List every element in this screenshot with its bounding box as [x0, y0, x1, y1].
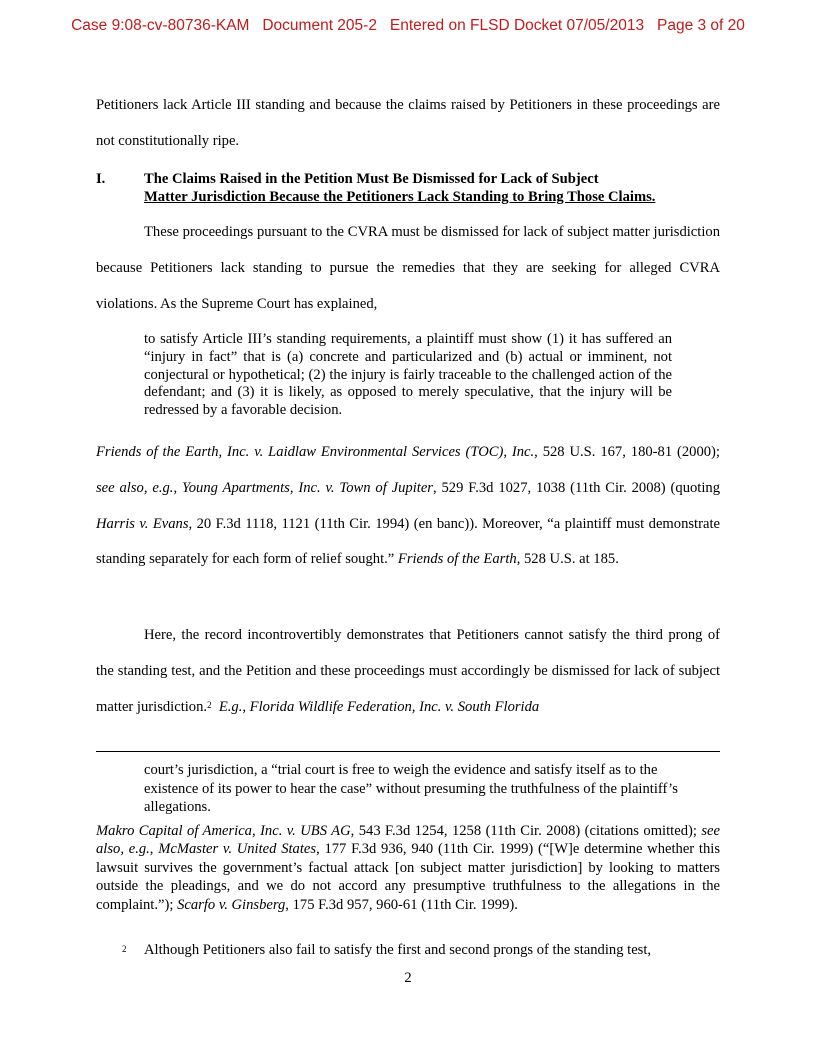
signal-text: see also, e.g.: [96, 479, 174, 496]
docket-header-stamp: Case 9:08-cv-80736-KAM Document 205-2 Entered on FLSD Docket 07/05/2013 Page 3 of 20: [71, 17, 745, 34]
footnote-reference: 2: [207, 699, 212, 710]
punctuation: ,: [173, 479, 182, 496]
case-name: Harris v. Evans: [96, 515, 189, 532]
intro-paragraph: Petitioners lack Article III standing and because the claims raised by Petitioners in these proceedings are not constitutionally ripe.: [96, 97, 720, 149]
citation-text: , 528 U.S. at 185.: [516, 551, 619, 568]
citation-text: , 175 F.3d 957, 960-61 (11th Cir. 1999).: [285, 896, 518, 913]
section-title-line1: The Claims Raised in the Petition Must Be Dismissed for Lack of Subject: [144, 171, 599, 187]
punctuation: ,: [149, 841, 159, 858]
here-paragraph: [96, 618, 720, 725]
case-name: Makro Capital of America, Inc. v. UBS AG: [96, 823, 351, 839]
block-quote: to satisfy Article III’s standing requirements, a plaintiff must show (1) it has suffered an “injury in fact” that is (a) concrete and particularized and (b) actual or imminent, not conjectural or hypothetical; (2) the injury is fairly traceable to the challenged action of the defendant; and (3) it is likely, as opposed to merely speculative, that the injury will be redressed by a favorable decision.: [144, 331, 672, 419]
citation-text: , 177 F.3d 936, 940 (11th Cir. 1999) (“[W]e determine whether this lawsuit survives the government’s factual attack [on subject matter jurisdiction] by looking to matters outside the pleadings, and we do not accord any presumptive truthfulness to the allegations in the complaint.”);: [96, 841, 721, 913]
paragraph-text: Here, the record incontrovertibly demonstrates that Petitioners cannot satisfy the third prong of the standing test, and the Petition and these proceedings must accordingly be dismissed for lack of subject matter jurisdiction.: [96, 627, 720, 715]
section-title-line2: Matter Jurisdiction Because the Petitioners Lack Standing to Bring Those Claims.: [144, 189, 656, 205]
cvra-paragraph: These proceedings pursuant to the CVRA must be dismissed for lack of subject matter jurisdiction because Petitioners lack standing to pursue the remedies that they are seeking for alleged CVRA violations. As the Supreme Court has explained,: [96, 224, 720, 312]
citation-text: , 543 F.3d 1254, 1258 (11th Cir. 2008) (citations omitted);: [350, 823, 702, 839]
case-name: Friends of the Earth: [397, 551, 517, 568]
footnote-continuation: [96, 822, 720, 914]
signal-text: E.g.: [218, 698, 243, 715]
footnote-divider: [96, 751, 720, 752]
case-name: Young Apartments, Inc. v. Town of Jupiter: [181, 479, 433, 496]
case-name: McMaster v. United States: [158, 841, 317, 858]
page-number: 2: [404, 970, 412, 986]
case-name: Scarfo v. Ginsberg: [177, 896, 286, 913]
footnote-quote: court’s jurisdiction, a “trial court is free to weigh the evidence and satisfy itself as to the existence of its power to hear the case” without presuming the truthfulness of the plaintiff’s allegations.: [144, 762, 678, 815]
citation-paragraph: [96, 435, 720, 578]
signal-text: see also, e.g.: [96, 823, 720, 858]
punctuation: ,: [242, 698, 250, 715]
case-name: Florida Wildlife Federation, Inc. v. South Florida: [249, 698, 540, 715]
citation-text: , 528 U.S. 167, 180-81 (2000);: [534, 444, 720, 460]
footnote-text: Although Petitioners also fail to satisfy the first and second prongs of the standing test,: [144, 942, 652, 958]
citation-text: , 529 F.3d 1027, 1038 (11th Cir. 2008) (quoting: [432, 479, 720, 496]
section-number: I.: [96, 171, 106, 187]
footnote-marker: 2: [122, 944, 127, 954]
case-name: Friends of the Earth, Inc. v. Laidlaw Environmental Services (TOC), Inc.: [96, 444, 535, 460]
footnote-2: [96, 941, 720, 959]
citation-text: , 20 F.3d 1118, 1121 (11th Cir. 1994) (en banc)). Moreover, “a plaintiff must demonstrate standing separately for each form of relief sought.”: [96, 515, 720, 568]
